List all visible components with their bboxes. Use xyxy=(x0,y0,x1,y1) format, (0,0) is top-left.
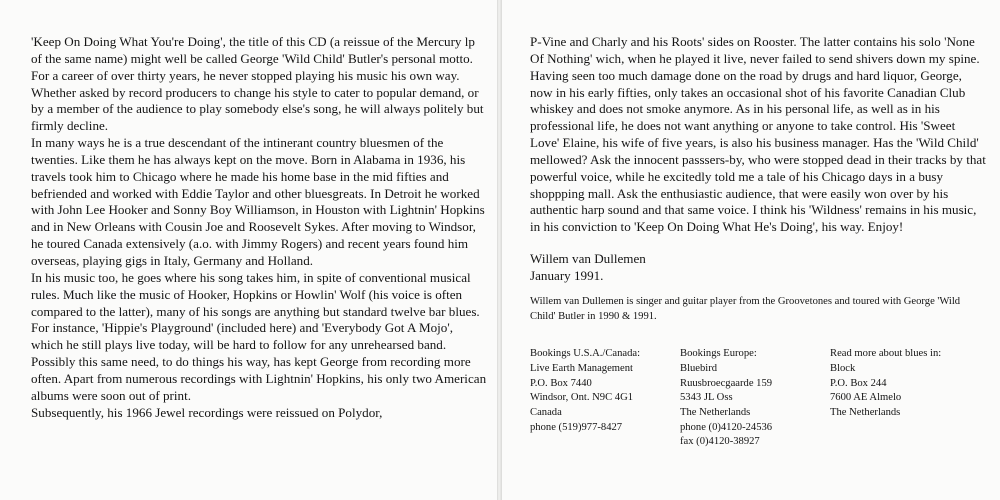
contact-line: Bluebird xyxy=(680,362,718,374)
paragraph-music: In his music too, he goes where his song takes him, in spite of conventional musical rules. Much like the music of Hooker, Hopkins or Howlin' Wolf (his voice is often compared to the latter), many of his songs are anything but standard twelve bar blues. For instance, 'Hippie's Playground' (included here) and 'Everybody Got A Mojo', which he still plays live today, will be hard to follow for any unrehearsed band. xyxy=(31,269,480,353)
paragraph-labels: P-Vine and Charly and his Roots' sides on Rooster. The latter contains his solo 'None Of Nothing' wich, when he played it live, never failed to send shivers down my spine. xyxy=(530,34,980,66)
contact-line: Canada xyxy=(530,406,562,418)
contact-blues-magazine xyxy=(830,347,980,450)
contact-line: fax (0)4120-38927 xyxy=(680,436,760,448)
contact-bookings-europe xyxy=(680,347,830,450)
contact-line: Bookings Europe: xyxy=(680,348,757,360)
contact-line: Block xyxy=(830,362,856,374)
contact-line: P.O. Box 244 xyxy=(830,377,887,389)
contact-line: phone (0)4120-24536 xyxy=(680,421,773,433)
signature-date: January 1991. xyxy=(530,268,604,284)
paragraph-motto: 'Keep On Doing What You're Doing', the title of this CD (a reissue of the Mercury lp of the same name) might well be called George 'Wild Child' Butler's personal motto. xyxy=(31,34,475,66)
right-page xyxy=(502,0,1000,500)
contact-line: 7600 AE Almelo xyxy=(830,392,902,404)
paragraph-recordings: Possibly this same need, to do things his way, has kept George from recording more often. Apart from numerous recordings with Lightnin' Hopkins, his only two American albums were soon out of print. xyxy=(31,354,487,403)
contact-line: The Netherlands xyxy=(680,406,751,418)
contact-line: 5343 JL Oss xyxy=(680,392,733,404)
contact-line: The Netherlands xyxy=(830,406,901,418)
paragraph-reissues: Subsequently, his 1966 Jewel recordings were reissued on Polydor, xyxy=(31,404,383,420)
contact-line: Read more about blues in: xyxy=(830,348,942,360)
signature-name: Willem van Dullemen xyxy=(530,251,646,267)
contact-line: Windsor, Ont. N9C 4G1 xyxy=(530,392,634,404)
contact-bookings-usa-canada xyxy=(530,347,680,450)
signature xyxy=(530,250,986,284)
contact-line: Live Earth Management xyxy=(530,362,633,374)
contact-line: Bookings U.S.A./Canada: xyxy=(530,348,641,360)
contact-line: phone (519)977-8427 xyxy=(530,421,623,433)
contact-line: P.O. Box 7440 xyxy=(530,377,592,389)
paragraph-career: For a career of over thirty years, he never stopped playing his music his own way. Whether asked by record producers to change his style to cater to popular demand, or by a member of the audience to play somebody else's song, he will always politely but firmly decline. xyxy=(31,67,484,134)
paragraph-travels: In many ways he is a true descendant of the intinerant country bluesmen of the twenties. Like them he has always kept on the move. Born in Alabama in 1936, his travels took him to Chicago where he made his home base in the mid fifties and befriended and worked with Eddie Taylor and other bluesgreats. In Detroit he worked with John Lee Hooker and Sonny Boy Williamson, in Houston with Lightnin' Hopkins and in New Orleans with Cousin Joe and Roosevelt Sykes. After moving to Windsor, he toured Canada extensively (a.o. with Jimmy Rogers) and recent years found him overseas, playing gigs in Italy, Germany and Holland. xyxy=(31,135,485,268)
contacts-section xyxy=(530,347,986,450)
author-note: Willem van Dullemen is singer and guitar player from the Groovetones and toured with George 'Wild Child' Butler in 1990 & 1991. xyxy=(530,296,961,323)
paragraph-lifestyle: Having seen too much damage done on the road by drugs and hard liquor, George, now in his early fifties, only takes an occasional shot of his favorite Canadian Club whiskey and does not smoke anymore. As in his personal life, as well as in his professional life, he does not want anything or anyone to take control. His 'Sweet Love' Elaine, his wife of five years, is also his business manager. Has the 'Wild Child' mellowed? Ask the innocent passsers-by, who were stopped dead in their tracks by that powerful voice, while he excitedly told me a tale of his Chicago days in a busy shoppping mall. Ask the enthusiastic audience, that were easily won over by his authentic harp sound and that same voice. I think his 'Wildness' remains in his music, in his conviction to 'Keep On Doing What He's Doing', his way. Enjoy! xyxy=(530,67,986,235)
contact-line: Ruusbroecgaarde 159 xyxy=(680,377,773,389)
left-page xyxy=(0,0,497,500)
